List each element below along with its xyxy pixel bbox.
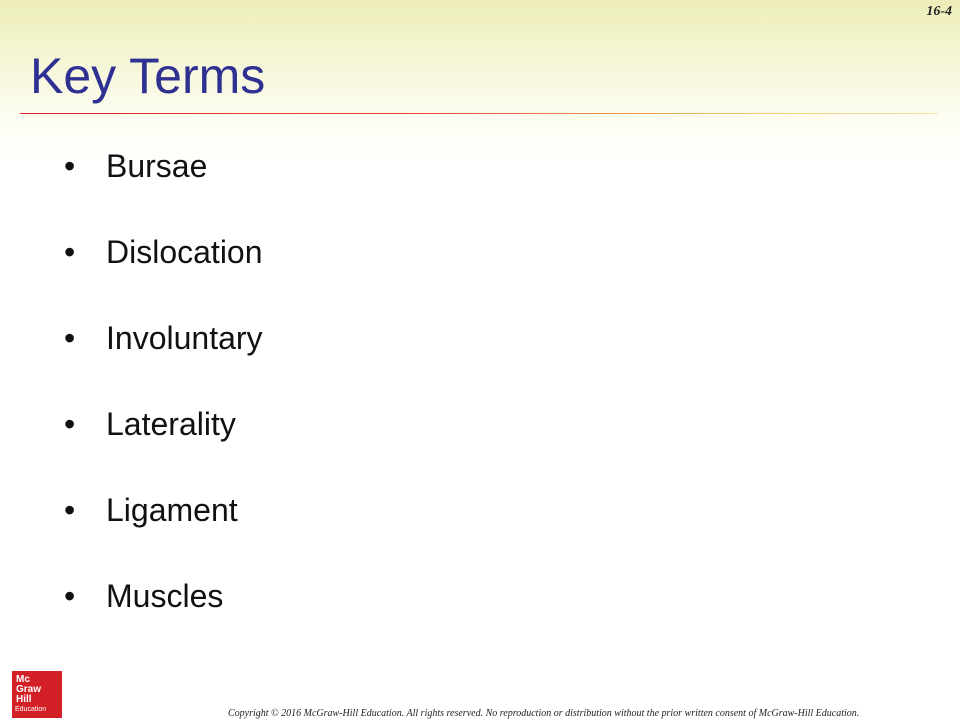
logo-text-hill: Hill [16, 694, 32, 705]
logo-text-education: Education [15, 706, 47, 713]
slide-title: Key Terms [30, 48, 266, 104]
logo-text-mc: Mc [16, 674, 30, 685]
bullet-icon: • [64, 406, 76, 442]
logo-text-graw: Graw [16, 684, 42, 695]
term-ligament: Ligament [106, 492, 238, 528]
bullet-icon: • [64, 578, 76, 614]
term-involuntary: Involuntary [106, 320, 263, 356]
term-muscles: Muscles [106, 578, 224, 614]
term-laterality: Laterality [106, 406, 236, 442]
term-dislocation: Dislocation [106, 234, 263, 270]
copyright-notice: Copyright © 2016 McGraw-Hill Education. All rights reserved. No reproduction or distribution without the prior written consent of McGraw-Hill Education. [228, 708, 860, 719]
mcgraw-hill-logo [12, 671, 62, 718]
bullet-icon: • [64, 320, 76, 356]
slide-number: 16-4 [926, 4, 952, 19]
title-divider [20, 113, 938, 114]
bullet-icon: • [64, 234, 76, 270]
bullet-icon: • [64, 492, 76, 528]
bullet-icon: • [64, 148, 76, 184]
term-bursae: Bursae [106, 148, 208, 184]
